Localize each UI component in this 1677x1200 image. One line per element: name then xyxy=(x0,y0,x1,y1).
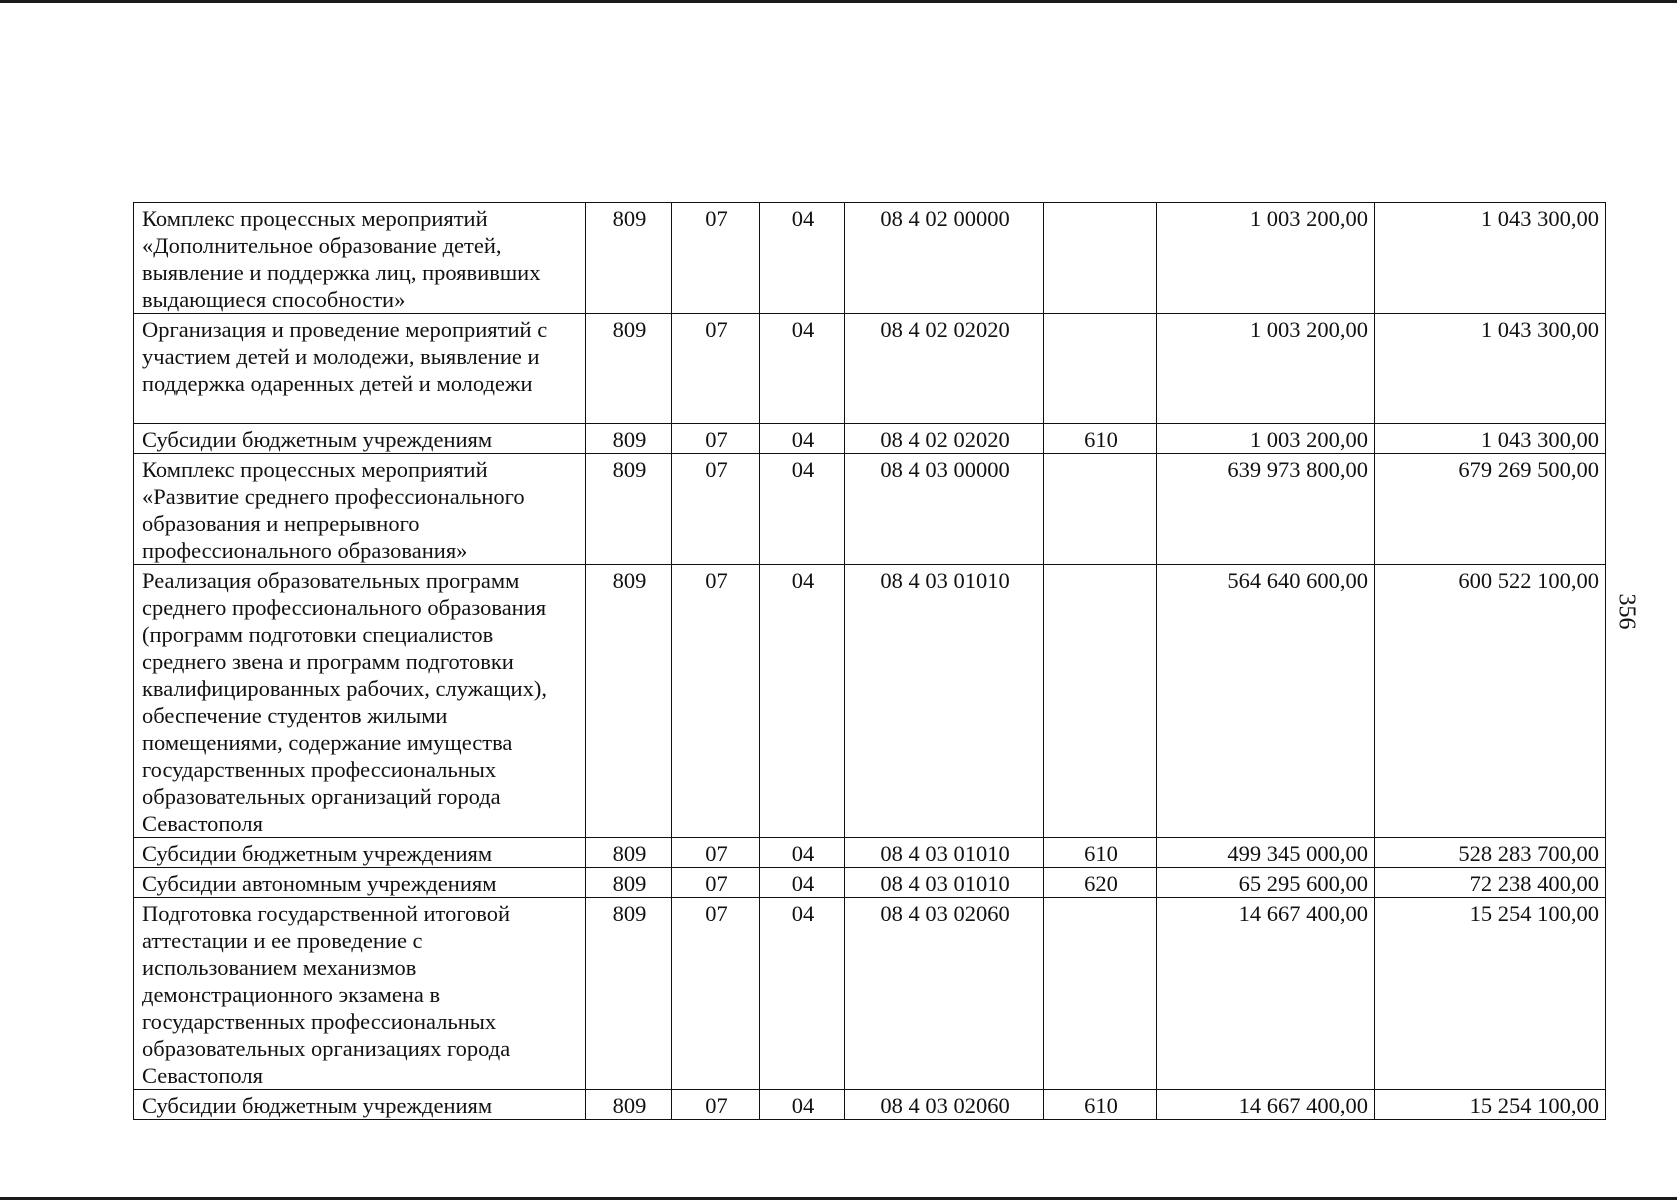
row-grbs: 809 xyxy=(586,838,672,868)
row-csr: 08 4 03 01010 xyxy=(845,565,1044,838)
table-row xyxy=(134,565,1606,838)
row-name: Подготовка государственной итоговой аттестации и ее проведение с использованием механизмов демонстрационного экзамена в государственных профессиональных образовательных организациях города Севастополя xyxy=(134,898,586,1090)
row-pr: 04 xyxy=(760,898,845,1090)
row-name: Организация и проведение мероприятий с участием детей и молодежи, выявление и поддержка одаренных детей и молодежи xyxy=(134,314,586,424)
row-csr: 08 4 03 01010 xyxy=(845,838,1044,868)
row-pr: 04 xyxy=(760,1090,845,1120)
row-grbs: 809 xyxy=(586,424,672,454)
row-sum-1: 639 973 800,00 xyxy=(1157,454,1375,565)
row-sum-2: 72 238 400,00 xyxy=(1375,868,1606,898)
row-csr: 08 4 02 00000 xyxy=(845,203,1044,314)
table-row xyxy=(134,1090,1606,1120)
row-grbs: 809 xyxy=(586,898,672,1090)
row-grbs: 809 xyxy=(586,454,672,565)
budget-table xyxy=(133,202,1606,1120)
table-row xyxy=(134,424,1606,454)
row-grbs: 809 xyxy=(586,868,672,898)
row-csr: 08 4 03 02060 xyxy=(845,1090,1044,1120)
row-rz: 07 xyxy=(672,314,760,424)
table-row xyxy=(134,898,1606,1090)
row-csr: 08 4 02 02020 xyxy=(845,424,1044,454)
row-grbs: 809 xyxy=(586,565,672,838)
row-grbs: 809 xyxy=(586,1090,672,1120)
table-row xyxy=(134,314,1606,424)
row-rz: 07 xyxy=(672,203,760,314)
row-sum-1: 14 667 400,00 xyxy=(1157,898,1375,1090)
row-vr xyxy=(1044,898,1157,1090)
row-rz: 07 xyxy=(672,898,760,1090)
row-csr: 08 4 03 00000 xyxy=(845,454,1044,565)
row-sum-2: 528 283 700,00 xyxy=(1375,838,1606,868)
row-pr: 04 xyxy=(760,203,845,314)
row-sum-1: 564 640 600,00 xyxy=(1157,565,1375,838)
row-sum-1: 65 295 600,00 xyxy=(1157,868,1375,898)
row-csr: 08 4 02 02020 xyxy=(845,314,1044,424)
row-sum-1: 1 003 200,00 xyxy=(1157,424,1375,454)
row-rz: 07 xyxy=(672,565,760,838)
row-pr: 04 xyxy=(760,454,845,565)
row-csr: 08 4 03 01010 xyxy=(845,868,1044,898)
row-csr: 08 4 03 02060 xyxy=(845,898,1044,1090)
row-vr xyxy=(1044,314,1157,424)
row-sum-1: 14 667 400,00 xyxy=(1157,1090,1375,1120)
table-row xyxy=(134,868,1606,898)
row-name: Реализация образовательных программ среднего профессионального образования (программ подготовки специалистов среднего звена и программ подготовки квалифицированных рабочих, служащих), обеспечение студентов жилыми помещениями, содержание имущества государственных профессиональных образовательных организаций города Севастополя xyxy=(134,565,586,838)
table-row xyxy=(134,454,1606,565)
row-sum-2: 600 522 100,00 xyxy=(1375,565,1606,838)
row-name: Субсидии бюджетным учреждениям xyxy=(134,838,586,868)
row-pr: 04 xyxy=(760,838,845,868)
row-pr: 04 xyxy=(760,868,845,898)
row-pr: 04 xyxy=(760,314,845,424)
row-rz: 07 xyxy=(672,424,760,454)
scan-edge-top xyxy=(0,0,1677,3)
row-sum-1: 1 003 200,00 xyxy=(1157,314,1375,424)
row-rz: 07 xyxy=(672,868,760,898)
row-vr xyxy=(1044,565,1157,838)
row-name: Субсидии автономным учреждениям xyxy=(134,868,586,898)
row-sum-2: 15 254 100,00 xyxy=(1375,1090,1606,1120)
row-sum-2: 1 043 300,00 xyxy=(1375,424,1606,454)
row-vr xyxy=(1044,454,1157,565)
row-pr: 04 xyxy=(760,424,845,454)
row-vr xyxy=(1044,203,1157,314)
row-name: Субсидии бюджетным учреждениям xyxy=(134,1090,586,1120)
row-vr: 610 xyxy=(1044,1090,1157,1120)
row-vr: 610 xyxy=(1044,838,1157,868)
row-vr: 620 xyxy=(1044,868,1157,898)
row-sum-1: 1 003 200,00 xyxy=(1157,203,1375,314)
row-grbs: 809 xyxy=(586,314,672,424)
row-rz: 07 xyxy=(672,1090,760,1120)
row-vr: 610 xyxy=(1044,424,1157,454)
row-rz: 07 xyxy=(672,454,760,565)
row-grbs: 809 xyxy=(586,203,672,314)
row-sum-1: 499 345 000,00 xyxy=(1157,838,1375,868)
row-rz: 07 xyxy=(672,838,760,868)
row-pr: 04 xyxy=(760,565,845,838)
row-sum-2: 1 043 300,00 xyxy=(1375,314,1606,424)
row-sum-2: 679 269 500,00 xyxy=(1375,454,1606,565)
row-name: Комплекс процессных мероприятий «Развитие среднего профессионального образования и непрерывного профессионального образования» xyxy=(134,454,586,565)
row-name: Комплекс процессных мероприятий «Дополнительное образование детей, выявление и поддержка лиц, проявивших выдающиеся способности» xyxy=(134,203,586,314)
table-row xyxy=(134,203,1606,314)
page-number: 356 xyxy=(1613,593,1640,630)
row-name: Субсидии бюджетным учреждениям xyxy=(134,424,586,454)
row-sum-2: 15 254 100,00 xyxy=(1375,898,1606,1090)
row-sum-2: 1 043 300,00 xyxy=(1375,203,1606,314)
budget-table-body xyxy=(134,203,1606,1120)
table-row xyxy=(134,838,1606,868)
